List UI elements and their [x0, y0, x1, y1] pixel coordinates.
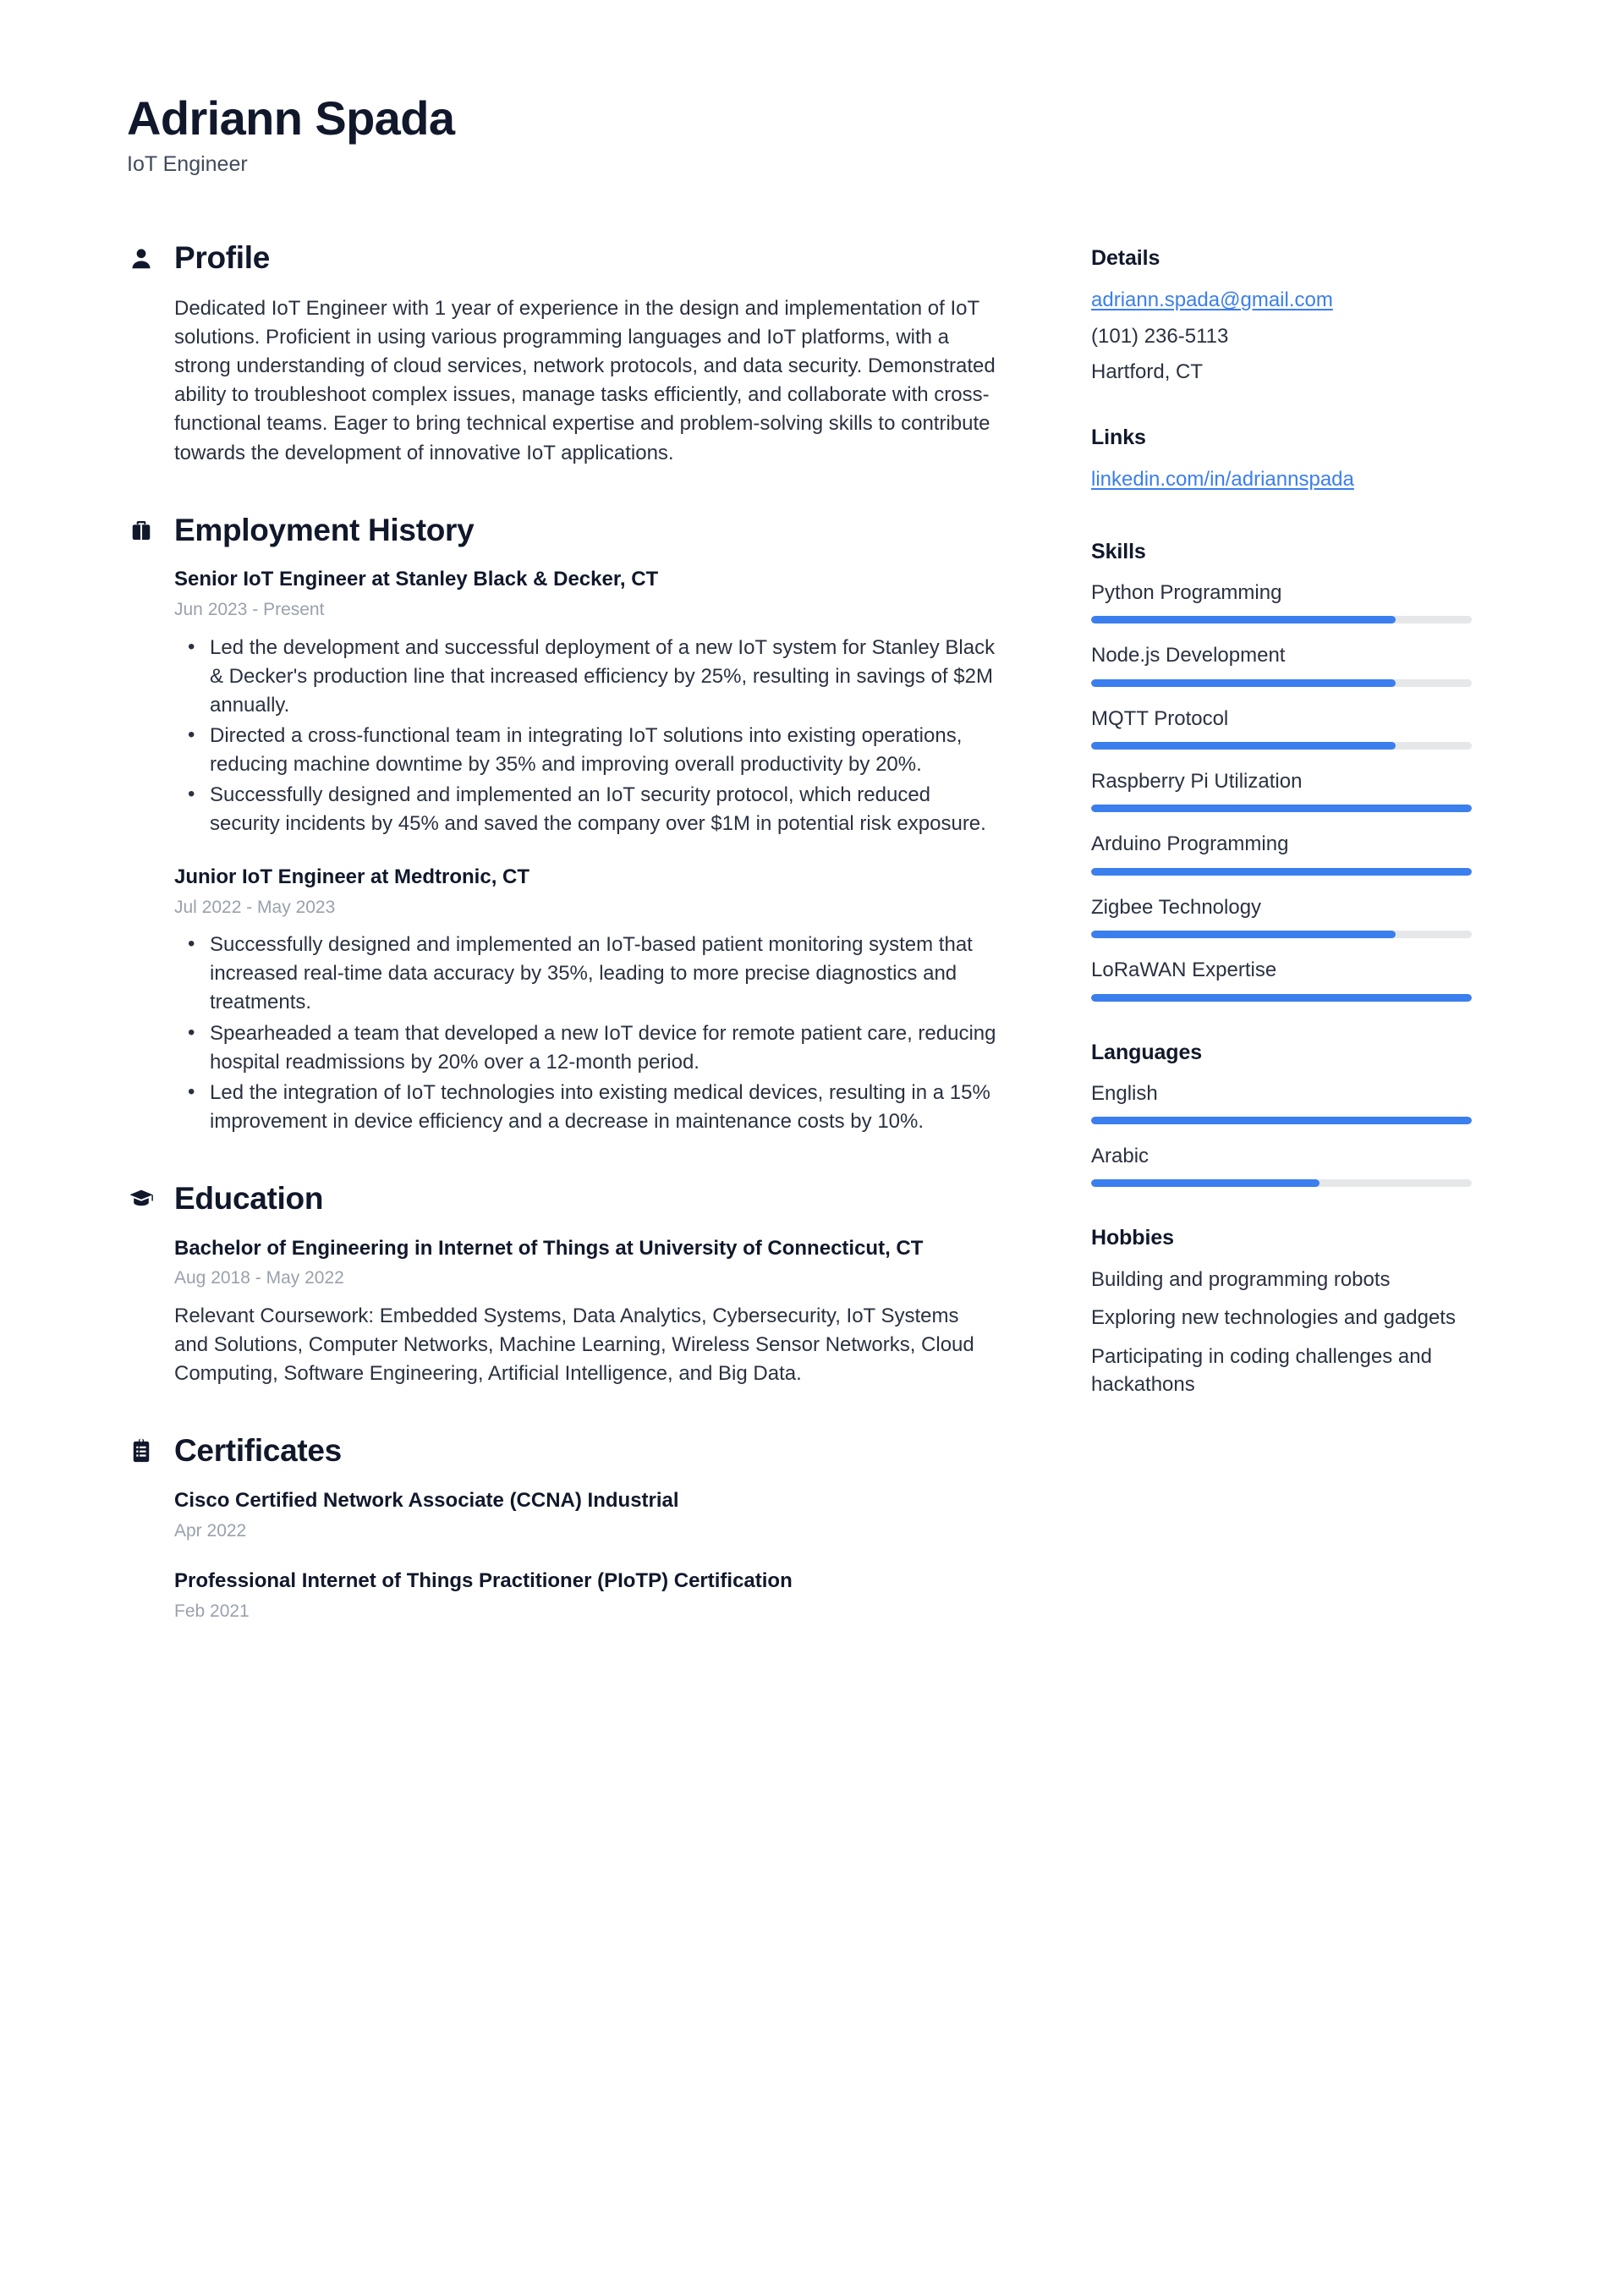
employment-entry-date: Jul 2022 - May 2023 [174, 897, 336, 917]
certificate-entry [174, 1487, 998, 1542]
skill-meter-track [1091, 679, 1472, 687]
location-text: Hartford, CT [1091, 360, 1204, 383]
employment-entry [174, 566, 998, 838]
sidebar-block-languages [1091, 1041, 1480, 1188]
skill-meter-fill [1091, 616, 1396, 623]
certificate-entry-title: Professional Internet of Things Practitioner (PIoTP) Certification [174, 1568, 793, 1592]
bullet-item: • Successfully designed and implemented an IoT-based patient monitoring system that increased real-time data accuracy by 35%, leading to more precise diagnostics and treatments. [210, 931, 998, 1017]
resume-columns [127, 241, 1497, 1668]
skill-meter-fill [1091, 742, 1396, 750]
sidebar-title-skills: Skills [1091, 539, 1146, 563]
sidebar-block-hobbies [1091, 1226, 1480, 1398]
sidebar-title-details: Details [1091, 246, 1160, 271]
skill-meter-track [1091, 994, 1472, 1002]
section-education [127, 1182, 998, 1388]
linkedin-link[interactable]: linkedin.com/in/adriannspada [1091, 467, 1354, 491]
briefcase-icon [127, 516, 156, 545]
section-title-education: Education [174, 1180, 324, 1216]
sidebar-block-details [1091, 246, 1480, 386]
email-link[interactable]: adriann.spada@gmail.com [1091, 288, 1333, 312]
section-employment [127, 514, 998, 1136]
clipboard-list-icon [127, 1436, 156, 1465]
language-item [1091, 1080, 1480, 1124]
language-item [1091, 1143, 1480, 1187]
profile-text: Dedicated IoT Engineer with 1 year of experience in the design and implementation of IoT solutions. Proficient in using various programming languages and IoT platforms, with a strong understanding of cloud services, network protocols, and data security. Demonstrated ability to troubleshoot complex issues, manage tasks efficiently, and collaborate with cross-functional teams. Eager to bring technical expertise and problem-solving skills to contribute towards the development of innovative IoT applications. [174, 297, 996, 464]
section-title-profile: Profile [174, 240, 271, 276]
skill-meter-track [1091, 616, 1472, 623]
employment-entry-date: Jun 2023 - Present [174, 600, 325, 620]
skill-item [1091, 831, 1480, 875]
skill-label: Zigbee Technology [1091, 895, 1262, 919]
skill-item [1091, 642, 1480, 686]
section-body-profile [127, 294, 998, 467]
certificate-entry-title: Cisco Certified Network Associate (CCNA) Industrial [174, 1488, 679, 1512]
education-entry-date: Aug 2018 - May 2022 [174, 1268, 344, 1288]
section-title-employment: Employment History [174, 512, 475, 547]
full-name: Adriann Spada [127, 91, 455, 145]
section-body-employment [127, 566, 998, 1136]
language-meter-fill [1091, 1117, 1472, 1124]
skill-item [1091, 957, 1480, 1001]
section-header-profile [127, 241, 998, 276]
employment-entry-bullets [174, 931, 998, 1136]
language-meter-track [1091, 1179, 1472, 1187]
language-meter-track [1091, 1117, 1472, 1124]
section-body-education [127, 1235, 998, 1388]
person-icon [127, 244, 156, 273]
hobby-item: Building and programming robots [1091, 1268, 1391, 1292]
skill-label: MQTT Protocol [1091, 706, 1229, 730]
section-certificates [127, 1434, 998, 1623]
bullet-item: • Spearheaded a team that developed a new IoT device for remote patient care, reducing hospital readmissions by 20% over a 12-month period. [210, 1019, 998, 1077]
job-title: IoT Engineer [127, 152, 248, 177]
resume-header [127, 93, 1497, 177]
sidebar-column [1091, 241, 1480, 1436]
skill-label: LoRaWAN Expertise [1091, 958, 1277, 982]
employment-entry-title: Junior IoT Engineer at Medtronic, CT [174, 865, 530, 889]
section-header-employment [127, 514, 998, 548]
education-entry [174, 1235, 998, 1388]
skill-meter-fill [1091, 931, 1396, 938]
employment-entry-title: Senior IoT Engineer at Stanley Black & Decker, CT [174, 568, 659, 591]
skill-label: Python Programming [1091, 580, 1282, 604]
skill-label: Arduino Programming [1091, 832, 1289, 856]
skill-item [1091, 768, 1480, 812]
sidebar-block-links [1091, 426, 1480, 501]
skill-meter-fill [1091, 868, 1472, 876]
skill-item [1091, 706, 1480, 750]
section-header-certificates [127, 1434, 998, 1469]
certificate-entry [174, 1568, 998, 1623]
skill-meter-track [1091, 805, 1472, 812]
certificate-entry-date: Feb 2021 [174, 1601, 250, 1621]
sidebar-title-links: Links [1091, 425, 1146, 449]
graduation-cap-icon [127, 1184, 156, 1213]
employment-entry-bullets [174, 634, 998, 839]
skill-label: Node.js Development [1091, 644, 1286, 667]
section-profile [127, 241, 998, 467]
skill-item [1091, 894, 1480, 938]
main-column [127, 241, 998, 1668]
sidebar-block-skills [1091, 540, 1480, 1002]
phone-text: (101) 236-5113 [1091, 324, 1229, 348]
sidebar-title-hobbies: Hobbies [1091, 1226, 1174, 1250]
education-entry-description: Relevant Coursework: Embedded Systems, Data Analytics, Cybersecurity, IoT Systems and Solutions, Computer Networks, Machine Learning, Wireless Sensor Networks, Cloud Computing, Software Engineering, Artificial Intelligence, and Big Data. [174, 1304, 974, 1385]
section-body-certificates [127, 1487, 998, 1623]
bullet-item: • Led the development and successful deployment of a new IoT system for Stanley Black & Decker's production line that increased efficiency by 25%, resulting in savings of $2M annually. [210, 634, 998, 720]
bullet-item: • Successfully designed and implemented an IoT security protocol, which reduced security incidents by 45% and saved the company over $1M in potential risk exposure. [210, 781, 998, 838]
skill-meter-track [1091, 742, 1472, 750]
skill-label: Raspberry Pi Utilization [1091, 769, 1303, 793]
skill-item [1091, 579, 1480, 623]
section-title-certificates: Certificates [174, 1432, 342, 1468]
language-label: English [1091, 1081, 1158, 1105]
section-header-education [127, 1182, 998, 1217]
hobby-item: Exploring new technologies and gadgets [1091, 1306, 1456, 1330]
employment-entry [174, 864, 998, 1136]
skill-meter-track [1091, 931, 1472, 938]
language-label: Arabic [1091, 1144, 1149, 1167]
hobby-item: Participating in coding challenges and hackathons [1091, 1344, 1432, 1396]
bullet-item: • Directed a cross-functional team in integrating IoT solutions into existing operations, reducing machine downtime by 35% and improving overall productivity by 20%. [210, 722, 998, 779]
sidebar-title-languages: Languages [1091, 1040, 1203, 1064]
certificate-entry-date: Apr 2022 [174, 1520, 247, 1541]
skill-meter-fill [1091, 679, 1396, 687]
skill-meter-track [1091, 868, 1472, 876]
skill-meter-fill [1091, 805, 1472, 812]
language-meter-fill [1091, 1179, 1320, 1187]
bullet-item: • Led the integration of IoT technologies into existing medical devices, resulting in a 15% improvement in device efficiency and a decrease in maintenance costs by 10%. [210, 1079, 998, 1136]
education-entry-title: Bachelor of Engineering in Internet of Things at University of Connecticut, CT [174, 1236, 924, 1260]
skill-meter-fill [1091, 994, 1472, 1002]
